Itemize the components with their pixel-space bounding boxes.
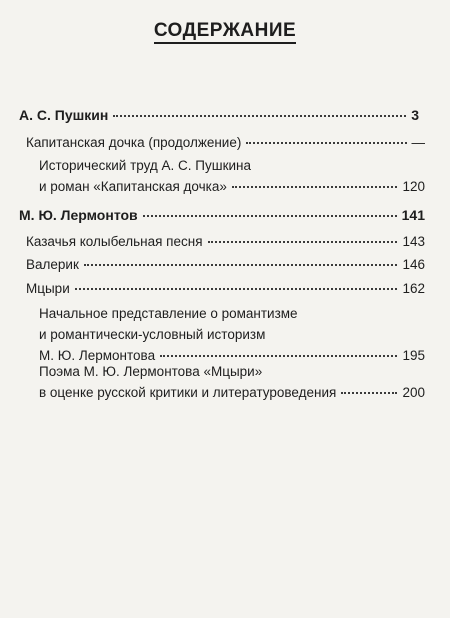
toc-page-number: 3 [411, 107, 419, 123]
toc-page-number: 200 [402, 385, 425, 400]
toc-entry-title: М. Ю. Лермонтов [19, 207, 138, 223]
toc-heading: СОДЕРЖАНИЕ [154, 20, 296, 44]
toc-entry-poema-mtsyri[interactable] [0, 362, 450, 402]
toc-entry-title: М. Ю. Лермонтова [39, 348, 156, 363]
dot-leader [75, 288, 398, 290]
dot-leader [208, 241, 398, 243]
toc-page-number: 143 [402, 234, 425, 249]
dot-leader [246, 142, 406, 144]
toc-entry-pushkin[interactable] [0, 106, 450, 125]
toc-page-number: 146 [402, 257, 425, 272]
toc-entry-kazachya-pesnya[interactable] [0, 232, 450, 251]
toc-entry-line: Поэма М. Ю. Лермонтова «Мцыри» [39, 364, 263, 379]
toc-page-number: — [411, 135, 425, 150]
toc-page-number: 162 [402, 281, 425, 296]
toc-entry-title: Мцыри [26, 281, 70, 296]
toc-entry-valerik[interactable] [0, 255, 450, 274]
dot-leader [143, 215, 397, 217]
toc-page-number: 120 [402, 179, 425, 194]
toc-entry-line: и романтически-условный историзм [39, 327, 266, 342]
toc-entry-title: и роман «Капитанская дочка» [39, 179, 227, 194]
toc-entry-kapitanskaya-dochka[interactable] [0, 133, 450, 152]
toc-entry-title: А. С. Пушкин [19, 107, 109, 123]
toc-page-number: 195 [402, 348, 425, 363]
dot-leader [341, 392, 397, 394]
toc-entry-title: Валерик [26, 257, 79, 272]
dot-leader [84, 264, 398, 266]
toc-entry-title: в оценке русской критики и литературоведения [39, 385, 337, 400]
toc-entry-title: Казачья колыбельная песня [26, 234, 203, 249]
toc-entry-romantizm[interactable] [0, 304, 450, 365]
toc-page-number: 141 [401, 207, 425, 223]
page-title [0, 20, 450, 42]
toc-entry-istoricheskiy-trud[interactable] [0, 156, 450, 196]
toc-entry-title: Капитанская дочка (продолжение) [26, 135, 242, 150]
toc-entry-mtsyri[interactable] [0, 279, 450, 298]
toc-entry-line: Начальное представление о романтизме [39, 306, 298, 321]
dot-leader [232, 186, 398, 188]
dot-leader [160, 355, 397, 357]
dot-leader [113, 115, 406, 117]
toc-entry-lermontov[interactable] [0, 206, 450, 225]
toc-entry-line: Исторический труд А. С. Пушкина [39, 158, 251, 173]
